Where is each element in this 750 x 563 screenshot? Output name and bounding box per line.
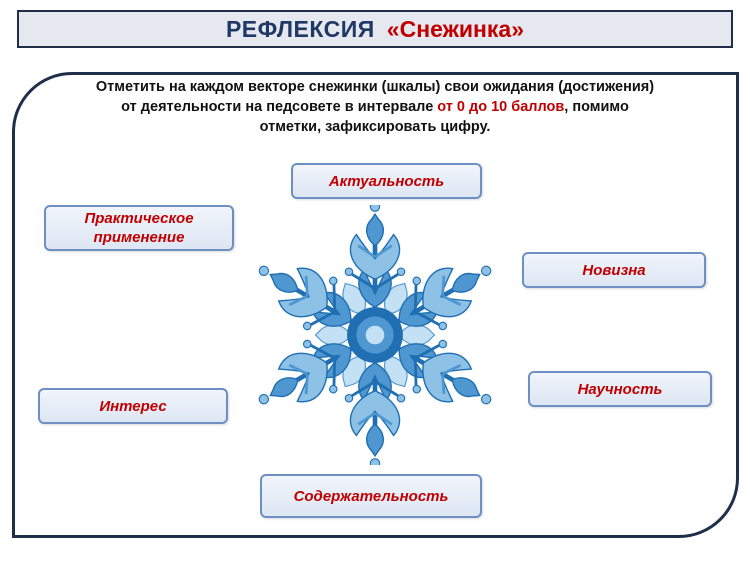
vector-label-scientific: Научность [577, 380, 663, 398]
instructions-line-2-end: , помимо [564, 99, 629, 115]
vector-label-interest: Интерес [99, 397, 167, 415]
instructions-line-3: отметки, зафиксировать цифру. [259, 119, 491, 135]
title-accent: «Снежинка» [386, 15, 525, 42]
instructions-line-1: Отметить на каждом векторе снежинки (шкалы) свои ожидания (достижения) [95, 79, 655, 95]
title-main: РЕФЛЕКСИЯ [225, 15, 375, 42]
vector-box-scientific [528, 371, 712, 407]
vector-box-novelty [522, 252, 706, 288]
snowflake-icon [230, 205, 520, 465]
vector-label-relevance: Актуальность [328, 172, 445, 190]
vector-box-content [260, 474, 482, 518]
instructions [40, 77, 710, 137]
instructions-line-2-start: от деятельности на педсовете в интервале [121, 99, 438, 115]
vector-box-relevance [291, 163, 482, 199]
title-bar [17, 10, 733, 48]
score-range: от 0 до 10 баллов [437, 99, 565, 115]
vector-box-interest [38, 388, 228, 424]
vector-box-practical [44, 205, 234, 251]
vector-label-novelty: Новизна [582, 261, 646, 279]
vector-label-practical: Практическое применение [84, 210, 194, 246]
vector-label-content: Содержательность [293, 487, 449, 505]
instructions-line-2 [40, 97, 710, 117]
